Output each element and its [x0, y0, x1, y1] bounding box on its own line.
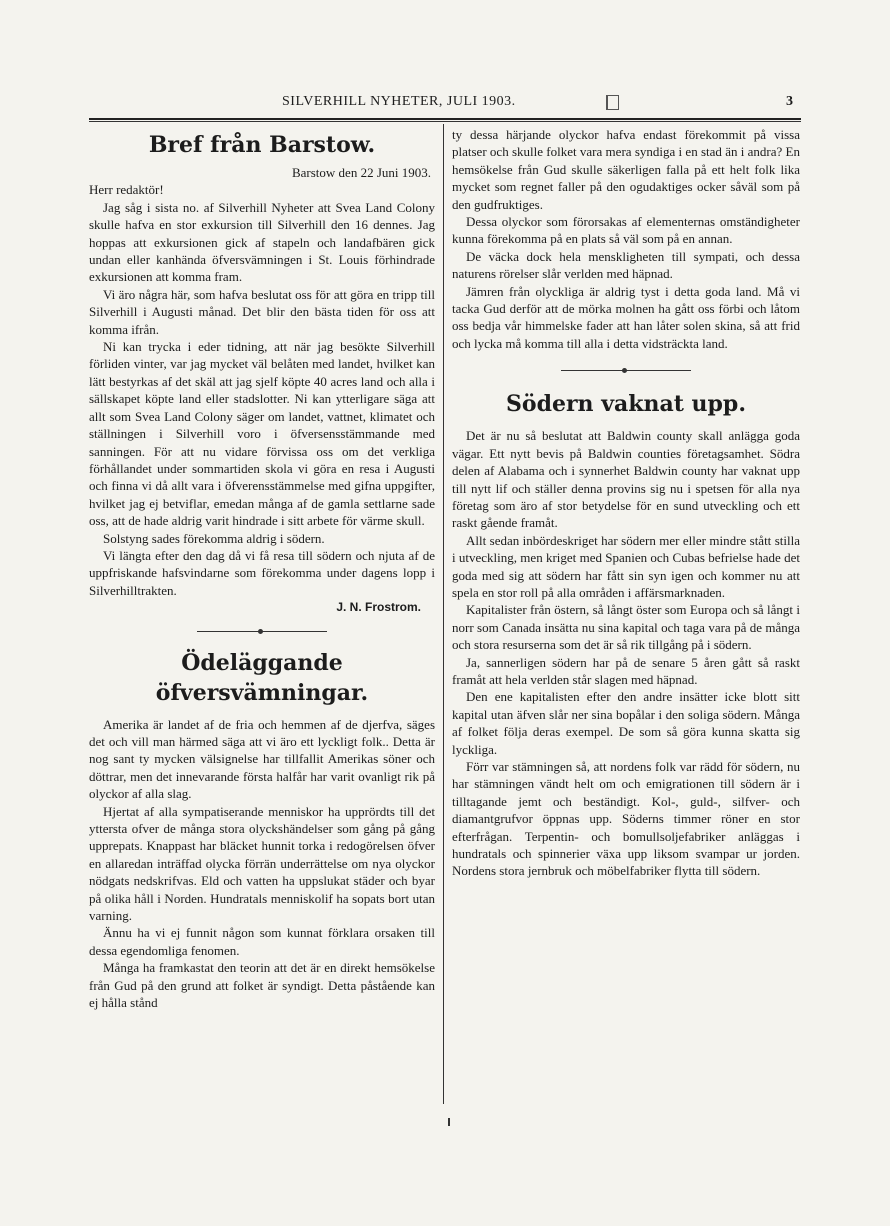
- barstow-paragraph: Vi äro några här, som hafva beslutat oss för att göra en tripp till Silverhill i Augusti månad. Det blir den bästa tiden för oss att komma ifrån.: [89, 286, 435, 337]
- section-divider: [561, 370, 691, 371]
- footer-mark: [448, 1118, 450, 1126]
- barstow-headline: Bref från Barstow.: [148, 132, 376, 158]
- sodern-headline: Södern vaknat upp.: [506, 391, 746, 418]
- page-header: [0, 94, 890, 114]
- column-divider: [443, 124, 444, 1104]
- sodern-paragraph: Ja, sannerligen södern har på de senare 5 åren gått så raskt framåt att hela verlden står slagen med häpnad.: [452, 654, 800, 687]
- odelaggande-headline: Ödeläggande öfversvämningar.: [155, 649, 369, 706]
- odelaggande-paragraph: De väcka dock hela menskligheten till sympati, och dessa naturens rörelser slår verlden med häpnad.: [452, 248, 800, 282]
- barstow-paragraph: Jag såg i sista no. af Silverhill Nyheter att Svea Land Colony skulle hafva en stor exkursion till Silverhill den 16 dennes. Jag hoppas att exkursionen gick af stapeln och landafbären gick undan eller kanhända öfversvämningen i St. Louis förhindrade exkursionen att komma fram.: [89, 199, 435, 285]
- section-divider: [197, 631, 327, 632]
- sodern-paragraph: Kapitalister från östern, så långt öster som Europa och så långt i norr som Canada insätta nu sina kapital och taga vara på de många och stora resurserna som det är så rik tillgång på i södern.: [452, 602, 800, 653]
- sodern-paragraph: Den ene kapitalisten efter den andre insätter icke blott sitt kapital utan äfven slår ner sina bopålar i den soliga södern. Många af folket följa deras exempel. De som så göra kunna skatta sig lyckliga.: [452, 689, 800, 757]
- barstow-signature: J. N. Frostrom.: [336, 600, 421, 615]
- barstow-paragraph: Solstyng sades förekomma aldrig i södern.: [103, 530, 325, 546]
- newspaper-title: SILVERHILL NYHETER, JULI 1903.: [282, 94, 516, 109]
- odelaggande-paragraph-split: Många ha framkastat den teorin att det är en direkt hemsökelse från Gud på den grund att folket är syndigt. Detta påstående kan ej hålla stånd: [89, 960, 435, 1011]
- odelaggande-paragraph-continued: ty dessa härjande olyckor hafva endast förekommit på vissa platser och skulle folket vara mera syndiga i en stad än i andra? En hemsökelse från Gud skulle säkerligen falla på ett helt folk lika mycket som regnet faller på den ogudaktiges ocker såväl som på den gudfruktiges.: [452, 127, 800, 212]
- odelaggande-paragraph: Amerika är landet af de fria och hemmen af de djerfva, säges det och vill man härmed säga att vi äro ett lyckligt folk.. Detta är nog sant ty mycken välsignelse har tillfallit Amerikas söner och döttrar, men det innevarande första halfår har varit ovanligt rik på olyckor af alla slag.: [89, 716, 435, 802]
- left-column: [89, 130, 435, 1011]
- right-column: [452, 126, 800, 880]
- odelaggande-paragraph: Ännu ha vi ej funnit någon som kunnat förklara orsaken till dessa egendomliga fenomen.: [89, 925, 435, 958]
- odelaggande-paragraph: Hjertat af alla sympatiserande menniskor ha upprördts till det yttersta ofver de många stora olyckshändelser som gång på gång upprepats. Knappast har bläcket hunnit torka i redogörelsen öfver en allaredan inträffad olycka förrän underrättelse om nya olyckor nödgats nedskrifvas. Eld och vatten ha uppslukat städer och byar på olika håll i Norden. Hundratals menniskolif ha sopats bort utan varning.: [89, 803, 435, 924]
- barstow-paragraph: Vi längta efter den dag då vi få resa till södern och njuta af de uppfriskande hafsvindarne som förekomma under dagens lopp i Silverhilltrakten.: [89, 547, 435, 598]
- odelaggande-paragraph: Dessa olyckor som förorsakas af elementernas omständigheter kunna förekomma på en plats så väl som på en annan.: [452, 214, 800, 247]
- odelaggande-paragraph: Jämren från olyckliga är aldrig tyst i detta goda land. Må vi tacka Gud derför att de mörka molnen ha gått oss förbi och låtom oss bedja vår himmelske fader att han låter solen skina, så att frid och lycka må komma till alla i detta vidsträckta land.: [452, 283, 800, 351]
- sodern-paragraph: Allt sedan inbördeskriget har södern mer eller mindre stått stilla i utveckling, men kriget med Spanien och Cubas befrielse hade det goda med sig att södern har fått sin syn igen och kommer nu att spela en stor roll på alla områden i affärsmarknaden.: [452, 532, 800, 600]
- header-rule: [89, 118, 801, 120]
- barstow-dateline: Barstow den 22 Juni 1903.: [291, 165, 431, 180]
- bracket-mark-icon: [606, 95, 619, 110]
- sodern-paragraph: Det är nu så beslutat att Baldwin county skall anlägga goda vägar. Ett nytt bevis på Baldwin counties företagsamhet. Södra delen af Alabama och i synnerhet Baldwin county har vaknat upp till nytt lif och ställer denna provins sig nu i spetsen för alla nya företag som äro af stor betydelse för en sund utveckling och ett raskt gående framåt.: [452, 428, 800, 531]
- header-rule-thin: [89, 121, 801, 122]
- page-number: 3: [786, 94, 793, 109]
- barstow-salutation: Herr redaktör!: [89, 182, 164, 198]
- barstow-paragraph: Ni kan trycka i eder tidning, att när jag besökte Silverhill förliden vinter, var jag mycket väl belåten med landet, hvilket kan lätt bestyrkas af det skäl att jag sjelf köpte 40 acres land och alla i sällskapet köpte land eller stadslotter. Ni kan ytterligare säga att allt som Svea Land Colony säger om landet, vattnet, klimatet och ställningen i Silverhill voro i öfversensstämmande med sanningen. För att nu vidare förvissa oss om det verkliga förhållandet under sommartiden skola vi göra en resa i Augusti och finna vi då allt vara i öfverensstämmelse med gifna uppgifter, hvilket jag ej betviflar, emedan många af de gamla settlarne sade oss, att de hade aldrig varit hindrade i sitt arbete för värme skull.: [89, 339, 435, 529]
- sodern-paragraph: Förr var stämningen så, att nordens folk var rädd för södern, nu har stämningen vändt helt om och emigrationen till södern är i tilltagande jemt och beständigt. Kol-, guld-, silfver- och diamantgrufvor öppnas upp. Söderns timmer röner en stor efterfrågan. Terpentin- och bomullsoljefabriker anläggas i hundratals och spinnerier växa upp liksom svampar ur jorden. Nordens stora jernbruk och möbelfabriker flytta till södern.: [452, 759, 800, 879]
